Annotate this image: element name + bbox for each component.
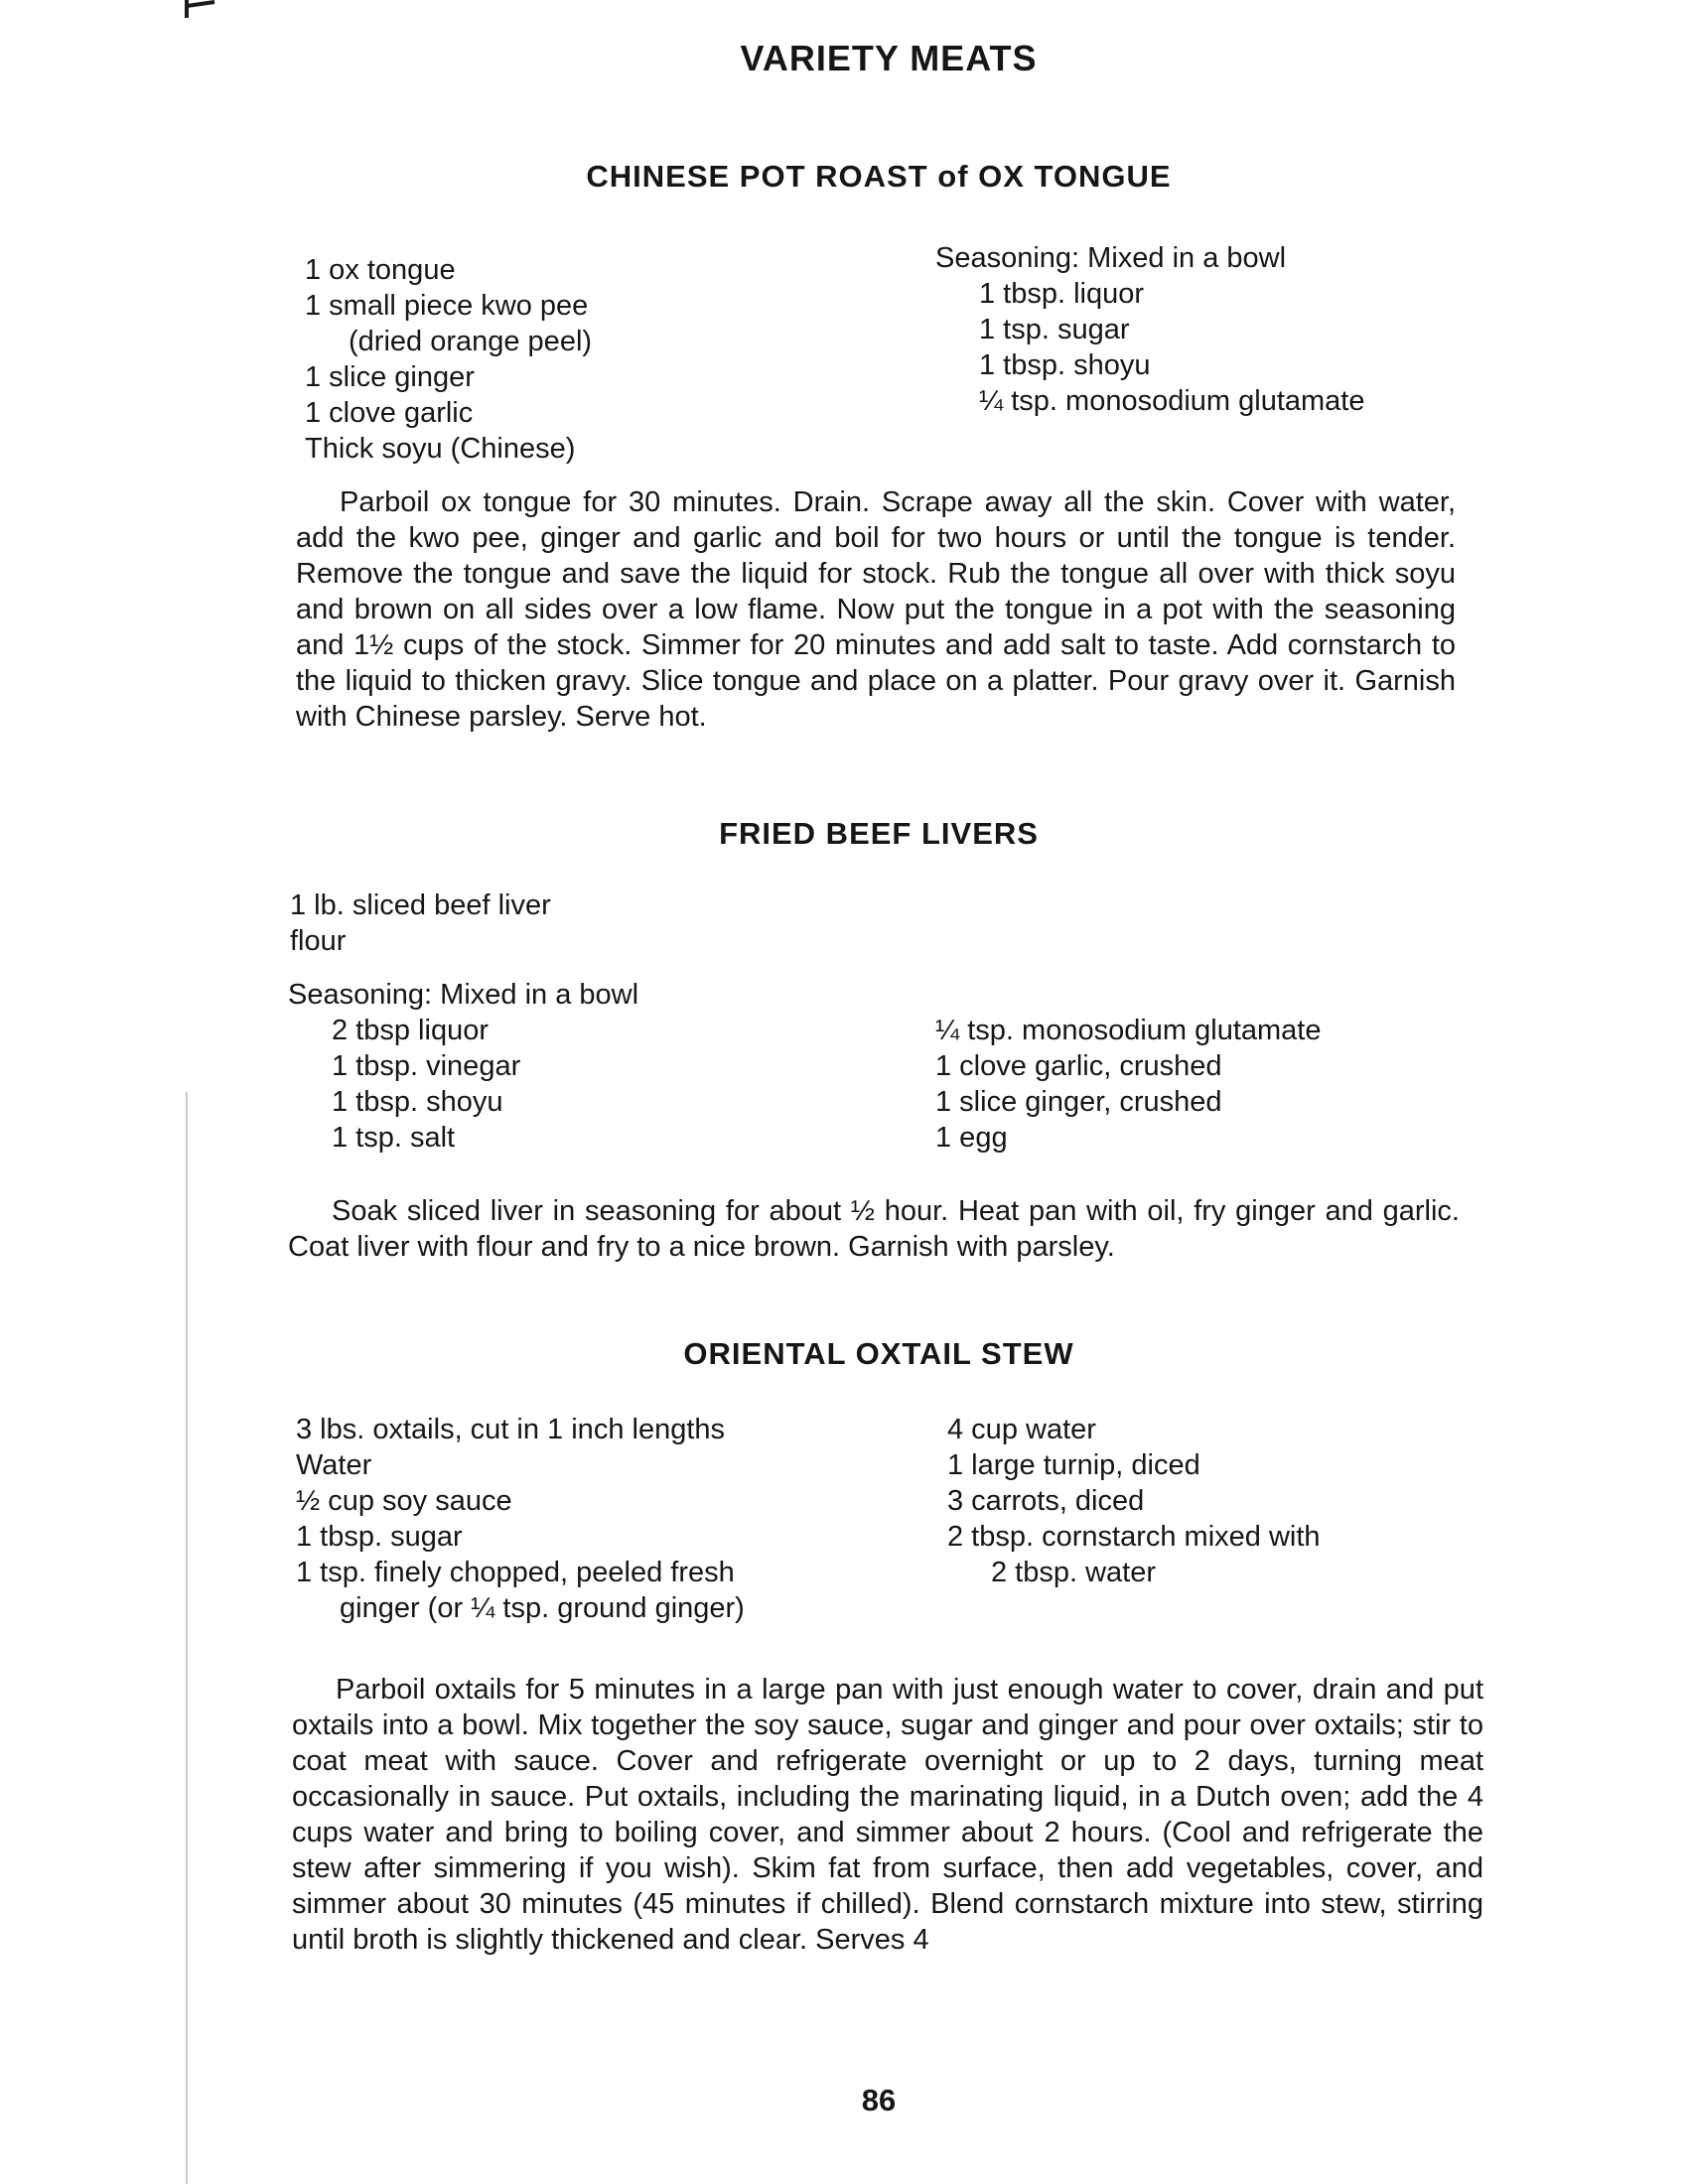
seasoning-item: 1 tbsp. vinegar bbox=[332, 1050, 521, 1082]
seasoning-item: 1 tsp. sugar bbox=[979, 314, 1130, 345]
ingredient-item: (dried orange peel) bbox=[349, 326, 593, 357]
recipe-title-beef-livers: FRIED BEEF LIVERS bbox=[719, 816, 1039, 851]
ingredients-beef-livers bbox=[290, 887, 551, 959]
seasoning-item: 1 tbsp. shoyu bbox=[979, 349, 1151, 381]
seasoning-item: 1 slice ginger, crushed bbox=[935, 1086, 1222, 1118]
directions-ox-tongue: Parboil ox tongue for 30 minutes. Drain. Scrape away all the skin. Cover with water, add the kwo pee, ginger and garlic and boil for two hours or until the tongue is tender. Remove the tongue and save the liquid for stock. Rub the tongue all over with thick soyu and brown on all sides over a low flame. Now put the tongue in a pot with the seasoning and 1½ cups of the stock. Simmer for 20 minutes and add salt to taste. Add cornstarch to the liquid to thicken gravy. Slice tongue and place on a platter. Pour gravy over it. Garnish with Chinese parsley. Serve hot. bbox=[296, 486, 1456, 733]
ingredient-item: 1 slice ginger bbox=[305, 361, 475, 393]
ingredient-item: 2 tbsp. cornstarch mixed with bbox=[947, 1521, 1321, 1553]
ingredient-item: 2 tbsp. water bbox=[991, 1557, 1157, 1588]
page-title: VARIETY MEATS bbox=[740, 38, 1038, 78]
page-corner-mark bbox=[185, 0, 224, 18]
seasoning-item: 1 tbsp. liquor bbox=[979, 278, 1145, 310]
seasoning-item: ¼ tsp. monosodium glutamate bbox=[979, 385, 1365, 417]
seasoning-item: 1 egg bbox=[935, 1122, 1008, 1154]
ingredient-item: 3 carrots, diced bbox=[947, 1485, 1145, 1517]
ingredient-item: ginger (or ¼ tsp. ground ginger) bbox=[340, 1592, 745, 1624]
ingredients-left-ox-tongue bbox=[305, 252, 592, 467]
ingredient-item: ½ cup soy sauce bbox=[296, 1485, 512, 1517]
ingredient-item: 1 large turnip, diced bbox=[947, 1449, 1200, 1481]
seasoning-item: ¼ tsp. monosodium glutamate bbox=[935, 1015, 1322, 1046]
ingredient-item: 1 small piece kwo pee bbox=[305, 290, 589, 322]
seasoning-item: 1 clove garlic, crushed bbox=[935, 1050, 1222, 1082]
ingredient-item: 1 clove garlic bbox=[305, 397, 474, 429]
ingredients-left-oxtail-stew bbox=[296, 1412, 745, 1626]
seasoning-label: Seasoning: Mixed in a bowl bbox=[288, 979, 639, 1011]
ingredient-item: flour bbox=[290, 925, 347, 957]
ingredient-item: 1 lb. sliced beef liver bbox=[290, 889, 551, 921]
seasoning-label: Seasoning: Mixed in a bowl bbox=[935, 242, 1287, 274]
recipe-title-ox-tongue: CHINESE POT ROAST of OX TONGUE bbox=[586, 159, 1172, 194]
ingredient-item: 4 cup water bbox=[947, 1414, 1096, 1445]
ingredient-item: 1 tbsp. sugar bbox=[296, 1521, 463, 1553]
seasoning-ox-tongue bbox=[935, 240, 1364, 419]
seasoning-item: 2 tbsp liquor bbox=[332, 1015, 489, 1046]
page-number: 86 bbox=[861, 2083, 897, 2117]
ingredient-item: Water bbox=[296, 1449, 372, 1481]
directions-beef-livers: Soak sliced liver in seasoning for about ½ hour. Heat pan with oil, fry ginger and garlic. Coat liver with flour and fry to a nice brown. Garnish with parsley. bbox=[288, 1195, 1460, 1263]
seasoning-left-beef-livers bbox=[288, 977, 638, 1156]
recipe-title-oxtail-stew: ORIENTAL OXTAIL STEW bbox=[683, 1336, 1074, 1371]
ingredient-item: 3 lbs. oxtails, cut in 1 inch lengths bbox=[296, 1414, 726, 1445]
ingredient-item: 1 ox tongue bbox=[305, 254, 456, 286]
seasoning-item: 1 tsp. salt bbox=[332, 1122, 456, 1154]
ingredient-item: 1 tsp. finely chopped, peeled fresh bbox=[296, 1557, 735, 1588]
ingredients-right-oxtail-stew bbox=[947, 1412, 1321, 1590]
directions-oxtail-stew: Parboil oxtails for 5 minutes in a large pan with just enough water to cover, drain and put oxtails into a bowl. Mix together the soy sauce, sugar and ginger and pour over oxtails; stir to coat meat with sauce. Cover and refrigerate overnight or up to 2 days, turning meat occasionally in sauce. Put oxtails, including the marinating liquid, in a Dutch oven; add the 4 cups water and bring to boiling cover, and simmer about 2 hours. (Cool and refrigerate the stew after simmering if you wish). Skim fat from surface, then add vegetables, cover, and simmer about 30 minutes (45 minutes if chilled). Blend cornstarch mixture into stew, stirring until broth is slightly thickened and clear. Serves 4 bbox=[292, 1674, 1483, 1956]
seasoning-right-beef-livers bbox=[935, 1013, 1321, 1156]
seasoning-item: 1 tbsp. shoyu bbox=[332, 1086, 503, 1118]
ingredient-item: Thick soyu (Chinese) bbox=[305, 433, 576, 465]
binding-edge-line bbox=[186, 1092, 188, 2184]
